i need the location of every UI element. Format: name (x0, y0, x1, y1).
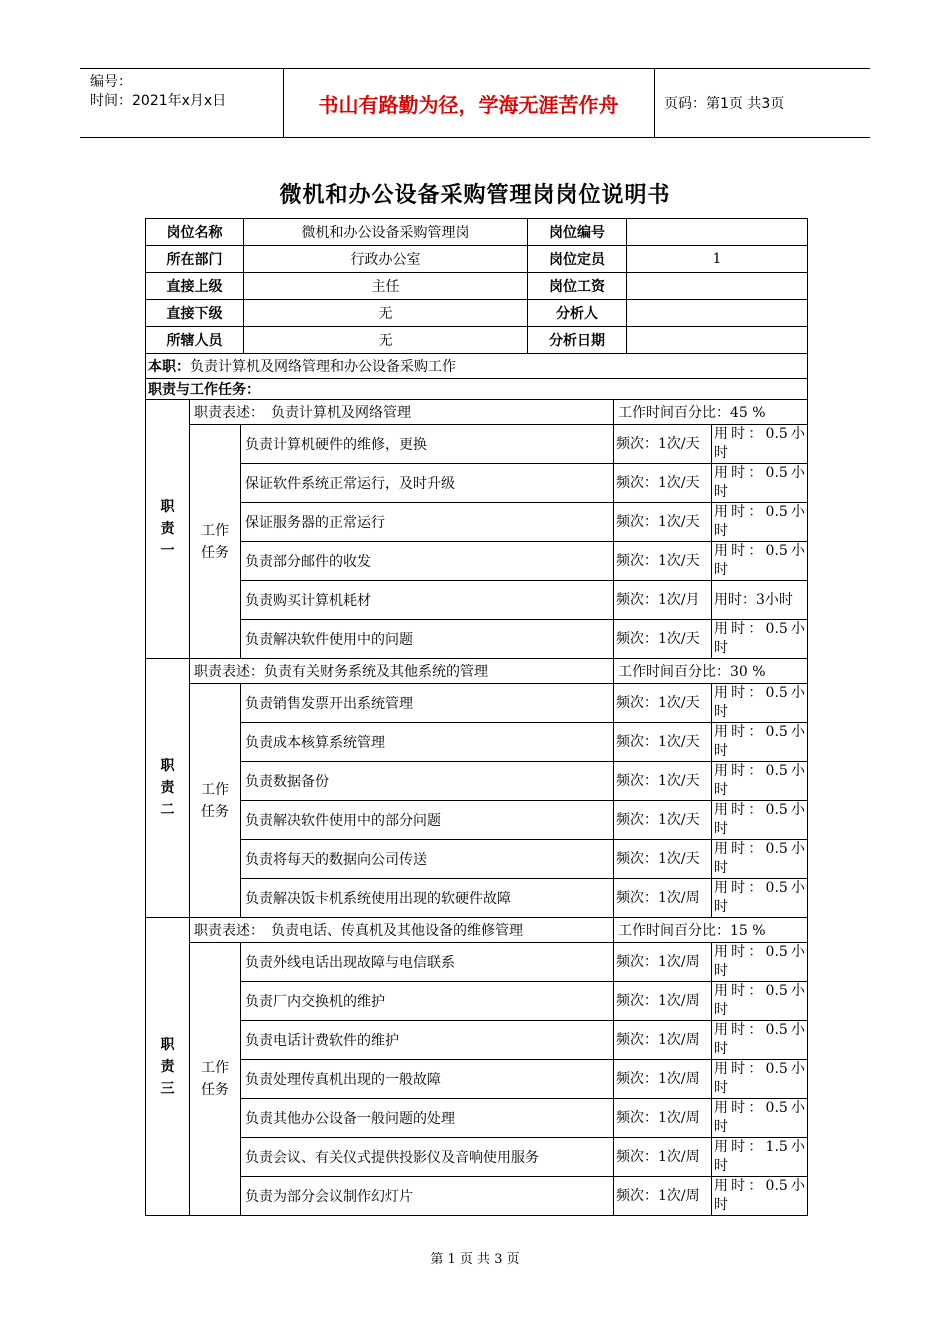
tasks-heading: 职责与工作任务： (146, 379, 808, 400)
task-frequency: 频次：1次/天 (614, 762, 712, 801)
task-duration: 用时：0.5小时 (712, 840, 808, 879)
task-frequency: 频次：1次/天 (614, 464, 712, 503)
task-duration: 用时：0.5小时 (712, 684, 808, 723)
task-duration: 用时：0.5小时 (712, 723, 808, 762)
task-duration: 用时：0.5小时 (712, 982, 808, 1021)
header-meta (90, 73, 226, 111)
task-row (146, 620, 808, 659)
header-divider (654, 69, 655, 137)
task-description: 负责将每天的数据向公司传送 (241, 840, 614, 879)
task-duration: 用时：0.5小时 (712, 503, 808, 542)
task-row (146, 1060, 808, 1099)
task-duration: 用时：0.5小时 (712, 1177, 808, 1216)
duty-side-text: 职责一 (160, 499, 175, 559)
job-description-table (145, 218, 808, 1216)
task-duration: 用时：0.5小时 (712, 801, 808, 840)
dept-value: 行政办公室 (244, 246, 528, 272)
task-row (146, 425, 808, 464)
task-description: 负责解决饭卡机系统使用出现的软硬件故障 (241, 879, 614, 918)
task-description: 负责购买计算机耗材 (241, 581, 614, 620)
subordinate-label: 直接下级 (146, 300, 244, 326)
subordinate-value: 无 (244, 300, 528, 326)
task-duration: 用时：0.5小时 (712, 620, 808, 659)
headcount-value: 1 (712, 251, 722, 267)
dept-label: 所在部门 (146, 246, 244, 272)
task-frequency: 频次：1次/天 (614, 684, 712, 723)
position-name-value: 微机和办公设备采购管理岗 (244, 219, 528, 245)
duty-summary-row (146, 354, 808, 379)
task-frequency: 频次：1次/周 (614, 1021, 712, 1060)
superior-label: 直接上级 (146, 273, 244, 299)
headcount-label: 岗位定员 (528, 246, 627, 272)
task-row (146, 503, 808, 542)
task-description: 负责为部分会议制作幻灯片 (241, 1177, 614, 1216)
position-no-label: 岗位编号 (528, 219, 627, 245)
task-description: 负责成本核算系统管理 (241, 723, 614, 762)
task-duration: 用时：0.5小时 (712, 1060, 808, 1099)
duty-statement: 职责表述： 负责电话、传真机及其他设备的维修管理 (190, 918, 614, 943)
analysis-date-value (627, 327, 807, 353)
task-frequency: 频次：1次/周 (614, 943, 712, 982)
task-description: 负责电话计费软件的维护 (241, 1021, 614, 1060)
task-row (146, 1138, 808, 1177)
task-row (146, 801, 808, 840)
page-footer: 第 1 页 共 3 页 (430, 1252, 520, 1267)
task-description: 负责外线电话出现故障与电信联系 (241, 943, 614, 982)
task-frequency: 频次：1次/天 (614, 425, 712, 464)
task-description: 负责其他办公设备一般问题的处理 (241, 1099, 614, 1138)
duty-summary-label: 本职： (148, 359, 190, 375)
task-duration: 用时：0.5小时 (712, 425, 808, 464)
salary-label: 岗位工资 (528, 273, 627, 299)
task-row (146, 840, 808, 879)
work-task-text: 工作任务 (201, 1060, 229, 1098)
work-task-text: 工作任务 (201, 522, 229, 561)
task-frequency: 频次：1次/周 (614, 982, 712, 1021)
task-frequency: 频次：1次/月 (614, 581, 712, 620)
task-description: 负责部分邮件的收发 (241, 542, 614, 581)
header-page: 页码：第1页 共3页 (664, 96, 785, 112)
task-row (146, 879, 808, 918)
duty-side-label (146, 400, 190, 659)
duty-time-percent: 工作时间百分比：30 % (614, 659, 808, 684)
task-frequency: 频次：1次/周 (614, 879, 712, 918)
staff-label: 所辖人员 (146, 327, 244, 353)
header-date: 时间：2021年x月x日 (90, 93, 227, 109)
task-row (146, 581, 808, 620)
task-row (146, 1177, 808, 1216)
task-row (146, 684, 808, 723)
superior-value: 主任 (244, 273, 528, 299)
task-description: 负责解决软件使用中的部分问题 (241, 801, 614, 840)
task-duration: 用时：1.5小时 (712, 1138, 808, 1177)
duty-statement-row (146, 659, 808, 684)
page-header (80, 68, 870, 138)
task-duration: 用时：0.5小时 (712, 1021, 808, 1060)
document-title: 微机和办公设备采购管理岗岗位说明书 (279, 183, 671, 208)
analysis-date-label: 分析日期 (528, 327, 627, 353)
task-frequency: 频次：1次/天 (614, 542, 712, 581)
task-duration: 用时：0.5小时 (712, 542, 808, 581)
position-no-value (627, 219, 807, 245)
task-description: 负责处理传真机出现的一般故障 (241, 1060, 614, 1099)
task-row (146, 943, 808, 982)
task-frequency: 频次：1次/天 (614, 503, 712, 542)
task-description: 保证服务器的正常运行 (241, 503, 614, 542)
duty-statement: 职责表述： 负责计算机及网络管理 (190, 400, 614, 425)
info-row (146, 273, 808, 300)
header-motto: 书山有路勤为径，学海无涯苦作舟 (318, 92, 619, 117)
duty-side-label (146, 659, 190, 918)
task-duration: 用时：0.5小时 (712, 464, 808, 503)
salary-value (627, 273, 807, 299)
task-row (146, 464, 808, 503)
task-row (146, 1021, 808, 1060)
work-task-text: 工作任务 (201, 781, 229, 820)
task-row (146, 762, 808, 801)
info-row (146, 327, 808, 354)
task-description: 负责计算机硬件的维修，更换 (241, 425, 614, 464)
info-row (146, 300, 808, 327)
task-frequency: 频次：1次/周 (614, 1138, 712, 1177)
position-name-label: 岗位名称 (146, 219, 244, 245)
task-description: 保证软件系统正常运行，及时升级 (241, 464, 614, 503)
duty-side-label (146, 918, 190, 1216)
duty-summary-text: 负责计算机及网络管理和办公设备采购工作 (190, 359, 456, 375)
duty-time-percent: 工作时间百分比：45 % (614, 400, 808, 425)
task-description: 负责数据备份 (241, 762, 614, 801)
task-description: 负责厂内交换机的维护 (241, 982, 614, 1021)
duty-side-text: 职责二 (160, 758, 175, 818)
staff-value: 无 (244, 327, 528, 353)
task-duration: 用时：0.5小时 (712, 943, 808, 982)
task-row (146, 542, 808, 581)
task-frequency: 频次：1次/天 (614, 801, 712, 840)
header-number: 编号： (90, 74, 132, 90)
duty-statement-row (146, 400, 808, 425)
task-duration: 用时：0.5小时 (712, 762, 808, 801)
task-frequency: 频次：1次/天 (614, 723, 712, 762)
duty-time-percent: 工作时间百分比：15 % (614, 918, 808, 943)
task-description: 负责解决软件使用中的问题 (241, 620, 614, 659)
work-task-label (190, 943, 241, 1216)
task-description: 负责会议、有关仪式提供投影仪及音响使用服务 (241, 1138, 614, 1177)
analyst-value (627, 300, 807, 326)
task-row (146, 982, 808, 1021)
analyst-label: 分析人 (528, 300, 627, 326)
work-task-label (190, 684, 241, 918)
task-row (146, 723, 808, 762)
task-row (146, 1099, 808, 1138)
info-row (146, 246, 808, 273)
task-frequency: 频次：1次/周 (614, 1177, 712, 1216)
duty-statement: 职责表述：负责有关财务系统及其他系统的管理 (190, 659, 614, 684)
duty-side-text: 职责三 (160, 1036, 175, 1097)
task-frequency: 频次：1次/天 (614, 620, 712, 659)
task-description: 负责销售发票开出系统管理 (241, 684, 614, 723)
work-task-label (190, 425, 241, 659)
task-frequency: 频次：1次/周 (614, 1099, 712, 1138)
duty-statement-row (146, 918, 808, 943)
task-frequency: 频次：1次/周 (614, 1060, 712, 1099)
task-duration: 用时：0.5小时 (712, 879, 808, 918)
task-duration: 用时：0.5小时 (712, 1099, 808, 1138)
info-row (146, 219, 808, 246)
tasks-heading-row (146, 379, 808, 400)
task-frequency: 频次：1次/天 (614, 840, 712, 879)
task-duration: 用时：3小时 (712, 581, 808, 620)
